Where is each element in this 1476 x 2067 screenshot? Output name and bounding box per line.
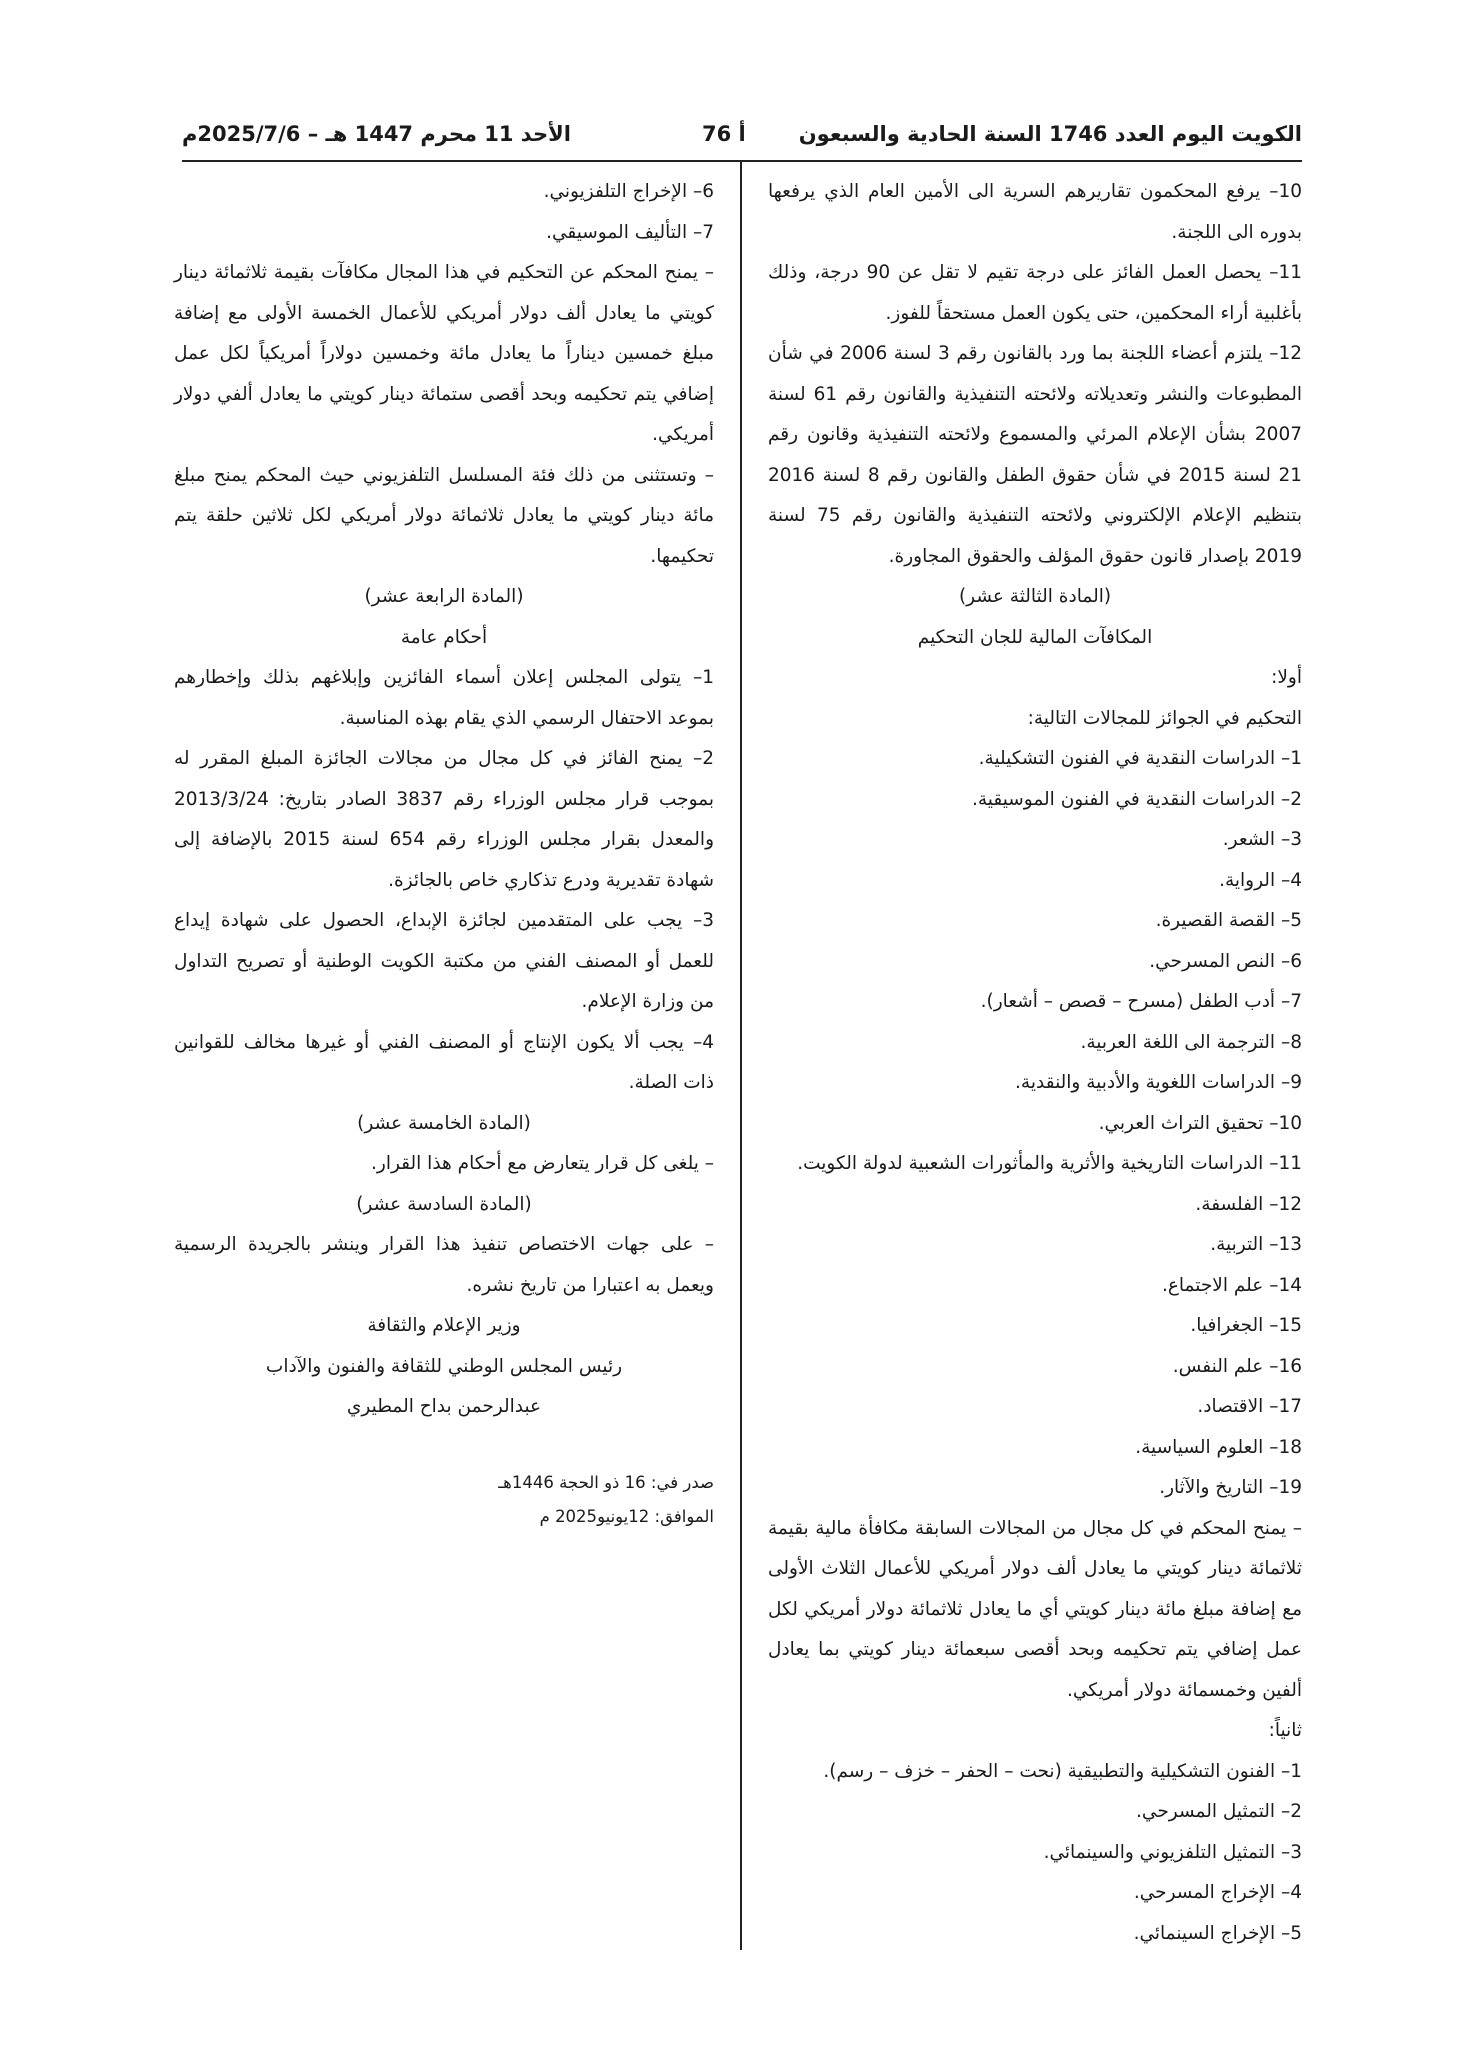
list-item: 18– العلوم السياسية. bbox=[1135, 1436, 1302, 1458]
list-item: 11– الدراسات التاريخية والأثرية والمأثورات الشعبية لدولة الكويت. bbox=[797, 1153, 1302, 1174]
column-divider bbox=[740, 162, 742, 1950]
article-16-title: (المادة السادسة عشر) bbox=[356, 1193, 532, 1215]
signatory-name: عبدالرحمن بداح المطيري bbox=[346, 1396, 542, 1417]
list-item: 7– التأليف الموسيقي. bbox=[546, 221, 714, 243]
article-15-title: (المادة الخامسة عشر) bbox=[357, 1112, 531, 1134]
signature-block bbox=[174, 1306, 714, 1428]
series-exception-paragraph: – وتستثنى من ذلك فئة المسلسل التلفزيوني حيث المحكم يمنح مبلغ مائة دينار كويتي ما يعادل ثلاثمائة دولار أمريكي لكل ثلاثين حلقة يتم تحكيمها. bbox=[174, 464, 714, 567]
list-item: 5– الإخراج السينمائي. bbox=[1133, 1922, 1302, 1944]
list-item: 14– علم الاجتماع. bbox=[1162, 1274, 1302, 1296]
list-item: 12– الفلسفة. bbox=[1195, 1193, 1302, 1215]
list-item: 17– الاقتصاد. bbox=[1197, 1396, 1302, 1417]
second-reward-paragraph: – يمنح المحكم عن التحكيم في هذا المجال مكافآت بقيمة ثلاثمائة دينار كويتي ما يعادل ألف دولار أمريكي للأعمال الخمسة الأولى مع إضافة مبلغ خمسين ديناراً ما يعادل مائة وخمسين دولاراً أمريكياً لكل عمل إضافي يتم تحكيمه وبحد أقصى ستمائة دينار كويتي ما يعادل ألفي دولار أمريكي. bbox=[174, 262, 714, 445]
header-issue-info: الكويت اليوم العدد 1746 السنة الحادية والسبعون bbox=[798, 122, 1302, 146]
section-first-label: أولا: bbox=[1271, 667, 1302, 688]
article-14-clause-3: 3– يجب على المتقدمين لجائزة الإبداع، الحصول على شهادة إيداع للعمل أو المصنف الفني من مكتبة الكويت الوطنية أو تصريح التداول من وزارة الإعلام. bbox=[174, 910, 714, 1012]
list-item: 6– النص المسرحي. bbox=[1149, 950, 1302, 972]
article-14-clause-4: 4– يجب ألا يكون الإنتاج أو المصنف الفني أو غيرها مخالف للقوانين ذات الصلة. bbox=[174, 1031, 714, 1093]
article-14-clause-2: 2– يمنح الفائز في كل مجال من مجالات الجائزة المبلغ المقرر له بموجب قرار مجلس الوزراء رقم 3837 الصادر بتاريخ: 2013/3/24 والمعدل بقرار مجلس الوزراء رقم 654 لسنة 2015 بالإضافة إلى شهادة تقديرية ودرع تذكاري خاص بالجائزة. bbox=[174, 748, 715, 891]
issued-date-hijri: صدر في: 16 ذو الحجة 1446هـ bbox=[498, 1472, 714, 1492]
first-reward-paragraph: – يمنح المحكم في كل مجال من المجالات السابقة مكافأة مالية بقيمة ثلاثمائة دينار كويتي ما يعادل ألف دولار أمريكي للأعمال الثلاث الأولى مع إضافة مبلغ مائة دينار كويتي أي ما يعادل ثلاثمائة دولار أمريكي لكل عمل إضافي يتم تحكيمه وبحد أقصى سبعمائة دينار كويتي بما يعادل ألفين وخمسمائة دولار أمريكي. bbox=[768, 1517, 1302, 1701]
header-divider bbox=[182, 160, 1302, 162]
list-item: 15– الجغرافيا. bbox=[1190, 1315, 1302, 1336]
list-item: 1– الدراسات النقدية في الفنون التشكيلية. bbox=[978, 748, 1302, 769]
list-item: 19– التاريخ والآثار. bbox=[1159, 1477, 1302, 1498]
clause-10: 10– يرفع المحكمون تقاريرهم السرية الى الأمين العام الذي يرفعها بدوره الى اللجنة. bbox=[768, 181, 1302, 243]
list-item: 3– التمثيل التلفزيوني والسينمائي. bbox=[1043, 1841, 1302, 1863]
left-column bbox=[174, 172, 714, 1534]
article-13-subtitle: المكافآت المالية للجان التحكيم bbox=[917, 626, 1153, 648]
article-14-title: (المادة الرابعة عشر) bbox=[364, 586, 524, 607]
section-second-label: ثانياً: bbox=[1268, 1720, 1302, 1741]
list-item: 5– القصة القصيرة. bbox=[1155, 910, 1302, 931]
header-date: الأحد 11 محرم 1447 هـ – 2025/7/6م bbox=[182, 122, 571, 146]
list-item: 9– الدراسات اللغوية والأدبية والنقدية. bbox=[1015, 1072, 1302, 1093]
article-14-subtitle: أحكام عامة bbox=[400, 626, 488, 648]
list-item: 6– الإخراج التلفزيوني. bbox=[543, 181, 714, 202]
clause-11: 11– يحصل العمل الفائز على درجة تقيم لا تقل عن 90 درجة، وذلك بأغلبية أراء المحكمين، حتى يكون العمل مستحقاً للفوز. bbox=[768, 262, 1303, 324]
list-item: 4– الرواية. bbox=[1219, 869, 1302, 891]
issue-date-block bbox=[174, 1466, 714, 1534]
list-item: 1– الفنون التشكيلية والتطبيقية (نحت – الحفر – خزف – رسم). bbox=[823, 1760, 1302, 1782]
list-item: 7– أدب الطفل (مسرح – قصص – أشعار). bbox=[980, 991, 1302, 1012]
signatory-title: وزير الإعلام والثقافة bbox=[367, 1315, 521, 1336]
page-header bbox=[182, 122, 1302, 158]
article-13-title: (المادة الثالثة عشر) bbox=[958, 586, 1112, 607]
article-16-text: – على جهات الاختصاص تنفيذ هذا القرار وينشر بالجريدة الرسمية ويعمل به اعتبارا من تاريخ نشره. bbox=[174, 1234, 714, 1296]
list-item: 10– تحقيق التراث العربي. bbox=[1098, 1112, 1302, 1134]
article-14-clause-1: 1– يتولى المجلس إعلان أسماء الفائزين وإبلاغهم بذلك وإخطارهم بموعد الاحتفال الرسمي الذي يقام بهذه المناسبة. bbox=[174, 667, 714, 729]
list-item: 3– الشعر. bbox=[1222, 829, 1302, 850]
list-item: 8– الترجمة الى اللغة العربية. bbox=[1080, 1031, 1302, 1053]
list-item: 16– علم النفس. bbox=[1172, 1355, 1302, 1377]
clause-12: 12– يلتزم أعضاء اللجنة بما ورد بالقانون رقم 3 لسنة 2006 في شأن المطبوعات والنشر وتعديلاته ولائحته التنفيذية والقانون رقم 61 لسنة 2007 بشأن الإعلام المرئي والمسموع ولائحته التنفيذية وقانون رقم 21 لسنة 2015 في شأن حقوق الطفل والقانون رقم 8 لسنة 2016 بتنظيم الإعلام الإلكتروني ولائحته التنفيذية والقانون رقم 75 لسنة 2019 بإصدار قانون حقوق المؤلف والحقوق المجاورة. bbox=[768, 343, 1303, 567]
signatory-title-2: رئيس المجلس الوطني للثقافة والفنون والآداب bbox=[265, 1355, 623, 1377]
section-first-intro: التحكيم في الجوائز للمجالات التالية: bbox=[1027, 707, 1302, 729]
list-item: 2– التمثيل المسرحي. bbox=[1136, 1801, 1302, 1822]
issued-date-gregorian: الموافق: 12يونيو2025 م bbox=[539, 1506, 714, 1526]
header-page-number: أ 76 bbox=[702, 122, 746, 146]
list-item: 4– الإخراج المسرحي. bbox=[1133, 1882, 1302, 1903]
right-column bbox=[768, 172, 1302, 1954]
article-15-text: – يلغى كل قرار يتعارض مع أحكام هذا القرار. bbox=[371, 1153, 714, 1174]
list-item: 2– الدراسات النقدية في الفنون الموسيقية. bbox=[971, 788, 1302, 810]
list-item: 13– التربية. bbox=[1210, 1234, 1302, 1255]
